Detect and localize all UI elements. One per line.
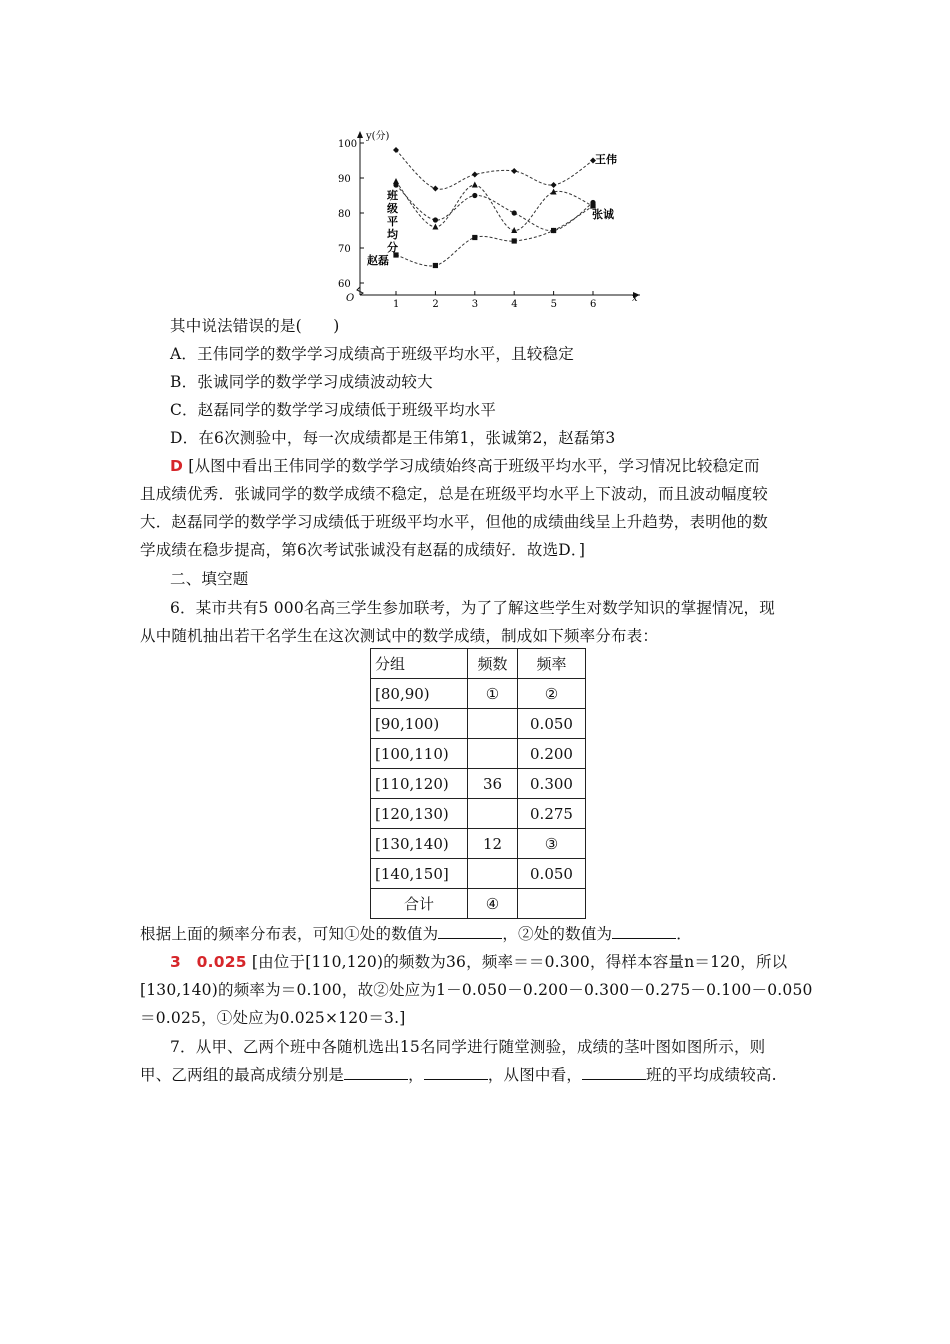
cell-frequency: 0.200	[518, 739, 586, 769]
q6-explanation-line-2: [130,140)的频率为＝0.100，故②处应为1－0.050－0.200－0.300－0.275－0.100－0.050	[140, 981, 813, 999]
q6-question-part-c: ．	[676, 925, 692, 943]
x-tick-label: 1	[393, 299, 400, 307]
header-frequency: 频率	[518, 649, 586, 679]
q6-answer: 3 0.025	[170, 953, 247, 971]
series-line-1	[396, 182, 593, 231]
label-class-avg-3: 平	[387, 215, 398, 228]
q6-explanation-line-3: ＝0.025，①处应为0.025×120＝3.]	[140, 1009, 406, 1027]
answer-blank-4[interactable]	[424, 1065, 488, 1080]
q5-option-b: B．张诚同学的数学学习成绩波动较大	[170, 373, 433, 391]
point-square	[512, 238, 517, 243]
cell-group: [90,100)	[371, 709, 468, 739]
q6-explanation-text: [由位于[110,120)的频数为36，频率＝＝0.300，得样本容量n＝120，所以	[251, 953, 788, 971]
point-triangle	[472, 182, 478, 188]
y-tick-label: 70	[338, 244, 351, 255]
table-row	[371, 799, 586, 829]
q6-question-part-b: ，②处的数值为	[502, 925, 613, 943]
q7-line-1: 7．从甲、乙两个班中各随机选出15名同学进行随堂测验，成绩的茎叶图如图所示，则	[170, 1038, 766, 1056]
answer-blank-2[interactable]	[612, 924, 676, 939]
table-row	[371, 859, 586, 889]
cell-frequency: 0.300	[518, 769, 586, 799]
cell-group: [80,90)	[371, 679, 468, 709]
series-line-0	[396, 150, 593, 189]
table-row	[371, 769, 586, 799]
point-diamond	[551, 182, 557, 188]
q7-part-b: ，	[408, 1066, 424, 1084]
origin-label: O	[346, 293, 355, 304]
x-tick-label: 4	[511, 299, 518, 307]
answer-blank-5[interactable]	[582, 1065, 646, 1080]
q7-line-2	[140, 1063, 777, 1085]
y-axis-arrow	[357, 131, 363, 138]
q5-option-d: D．在6次测验中，每一次成绩都是王伟第1，张诚第2，赵磊第3	[170, 429, 616, 447]
label-class-avg-2: 级	[387, 202, 398, 215]
x-tick-label: 6	[590, 299, 597, 307]
point-square	[472, 235, 477, 240]
label-class-avg-4: 均	[387, 228, 398, 241]
y-tick-label: 100	[338, 139, 358, 150]
cell-count: 12	[468, 829, 518, 859]
cell-count	[468, 739, 518, 769]
cell-count	[468, 709, 518, 739]
point-circle	[393, 182, 398, 187]
cell-group: [110,120)	[371, 769, 468, 799]
q6-question-part-a: 根据上面的频率分布表，可知①处的数值为	[140, 925, 439, 943]
label-class-avg-1: 班	[387, 189, 398, 202]
q7-part-c: ，从图中看，	[487, 1066, 583, 1084]
cell-group: 合计	[371, 889, 468, 919]
cell-count: ①	[468, 679, 518, 709]
q5-explanation-line-1	[170, 454, 760, 476]
cell-frequency: 0.050	[518, 709, 586, 739]
q5-explanation-line-4: 学成绩在稳步提高，第6次考试张诚没有赵磊的成绩好．故选D．]	[140, 541, 586, 559]
point-diamond	[393, 147, 399, 153]
y-tick-label: 90	[338, 174, 351, 185]
q5-option-a: A．王伟同学的数学学习成绩高于班级平均水平，且较稳定	[170, 345, 574, 363]
cell-frequency	[518, 889, 586, 919]
x-tick-label: 2	[432, 299, 439, 307]
score-line-chart	[330, 125, 650, 307]
cell-count: 36	[468, 769, 518, 799]
q5-explanation-line-2: 且成绩优秀．张诚同学的数学成绩不稳定，总是在班级平均水平上下波动，而且波动幅度较	[140, 485, 769, 503]
chart-series-lines	[396, 150, 593, 266]
point-circle	[512, 210, 517, 215]
table-row	[371, 829, 586, 859]
q5-option-c: C．赵磊同学的数学学习成绩低于班级平均水平	[170, 401, 497, 419]
cell-frequency: 0.275	[518, 799, 586, 829]
q7-part-d: 班的平均成绩较高.	[646, 1066, 777, 1084]
section-title: 二、填空题	[170, 570, 249, 588]
cell-group: [100,110)	[371, 739, 468, 769]
answer-blank-3[interactable]	[344, 1065, 408, 1080]
y-axis-label: y(分)	[366, 131, 390, 142]
table-row	[371, 679, 586, 709]
q6-stem-line-2: 从中随机抽出若干名学生在这次测试中的数学成绩，制成如下频率分布表：	[140, 627, 659, 645]
q6-explanation-line-1	[170, 950, 787, 972]
cell-frequency: ②	[518, 679, 586, 709]
y-tick-label: 60	[338, 279, 351, 290]
table-row	[371, 709, 586, 739]
point-square	[551, 228, 556, 233]
x-tick-label: 5	[550, 299, 557, 307]
cell-count	[468, 859, 518, 889]
table-header-row	[371, 649, 586, 679]
point-circle	[472, 193, 477, 198]
q7-part-a: 甲、乙两组的最高成绩分别是	[140, 1066, 345, 1084]
answer-blank-1[interactable]	[438, 924, 502, 939]
chart-ticks	[338, 139, 596, 307]
q5-explanation-line-3: 大．赵磊同学的数学学习成绩低于班级平均水平，但他的成绩曲线呈上升趋势，表明他的数	[140, 513, 769, 531]
cell-count	[468, 799, 518, 829]
header-count: 频数	[468, 649, 518, 679]
q5-explanation-text: [从图中看出王伟同学的数学学习成绩始终高于班级平均水平，学习情况比较稳定而	[188, 457, 760, 475]
point-triangle	[432, 224, 438, 230]
point-circle	[433, 217, 438, 222]
label-zhangcheng: 张诚	[592, 208, 614, 221]
q5-answer: D	[170, 457, 184, 475]
frequency-table	[370, 648, 586, 919]
cell-group: [140,150]	[371, 859, 468, 889]
point-diamond	[432, 186, 438, 192]
cell-group: [130,140)	[371, 829, 468, 859]
q6-stem-line-1: 6．某市共有5 000名高三学生参加联考，为了了解这些学生对数学知识的掌握情况，现	[170, 599, 775, 617]
q5-stem: 其中说法错误的是( )	[170, 317, 340, 335]
x-tick-label: 3	[471, 299, 479, 307]
point-square	[433, 263, 438, 268]
cell-group: [120,130)	[371, 799, 468, 829]
point-diamond	[511, 168, 517, 174]
cell-frequency: 0.050	[518, 859, 586, 889]
x-axis-label: x	[632, 293, 638, 304]
table-row	[371, 739, 586, 769]
cell-frequency: ③	[518, 829, 586, 859]
y-tick-label: 80	[338, 209, 351, 220]
label-wangwei: 王伟	[595, 153, 617, 166]
label-zhaolei: 赵磊	[367, 254, 389, 267]
header-group: 分组	[371, 649, 468, 679]
point-diamond	[472, 172, 478, 178]
cell-count: ④	[468, 889, 518, 919]
label-class-avg-5: 分	[387, 241, 398, 254]
table-row	[371, 889, 586, 919]
q6-question	[140, 922, 692, 944]
